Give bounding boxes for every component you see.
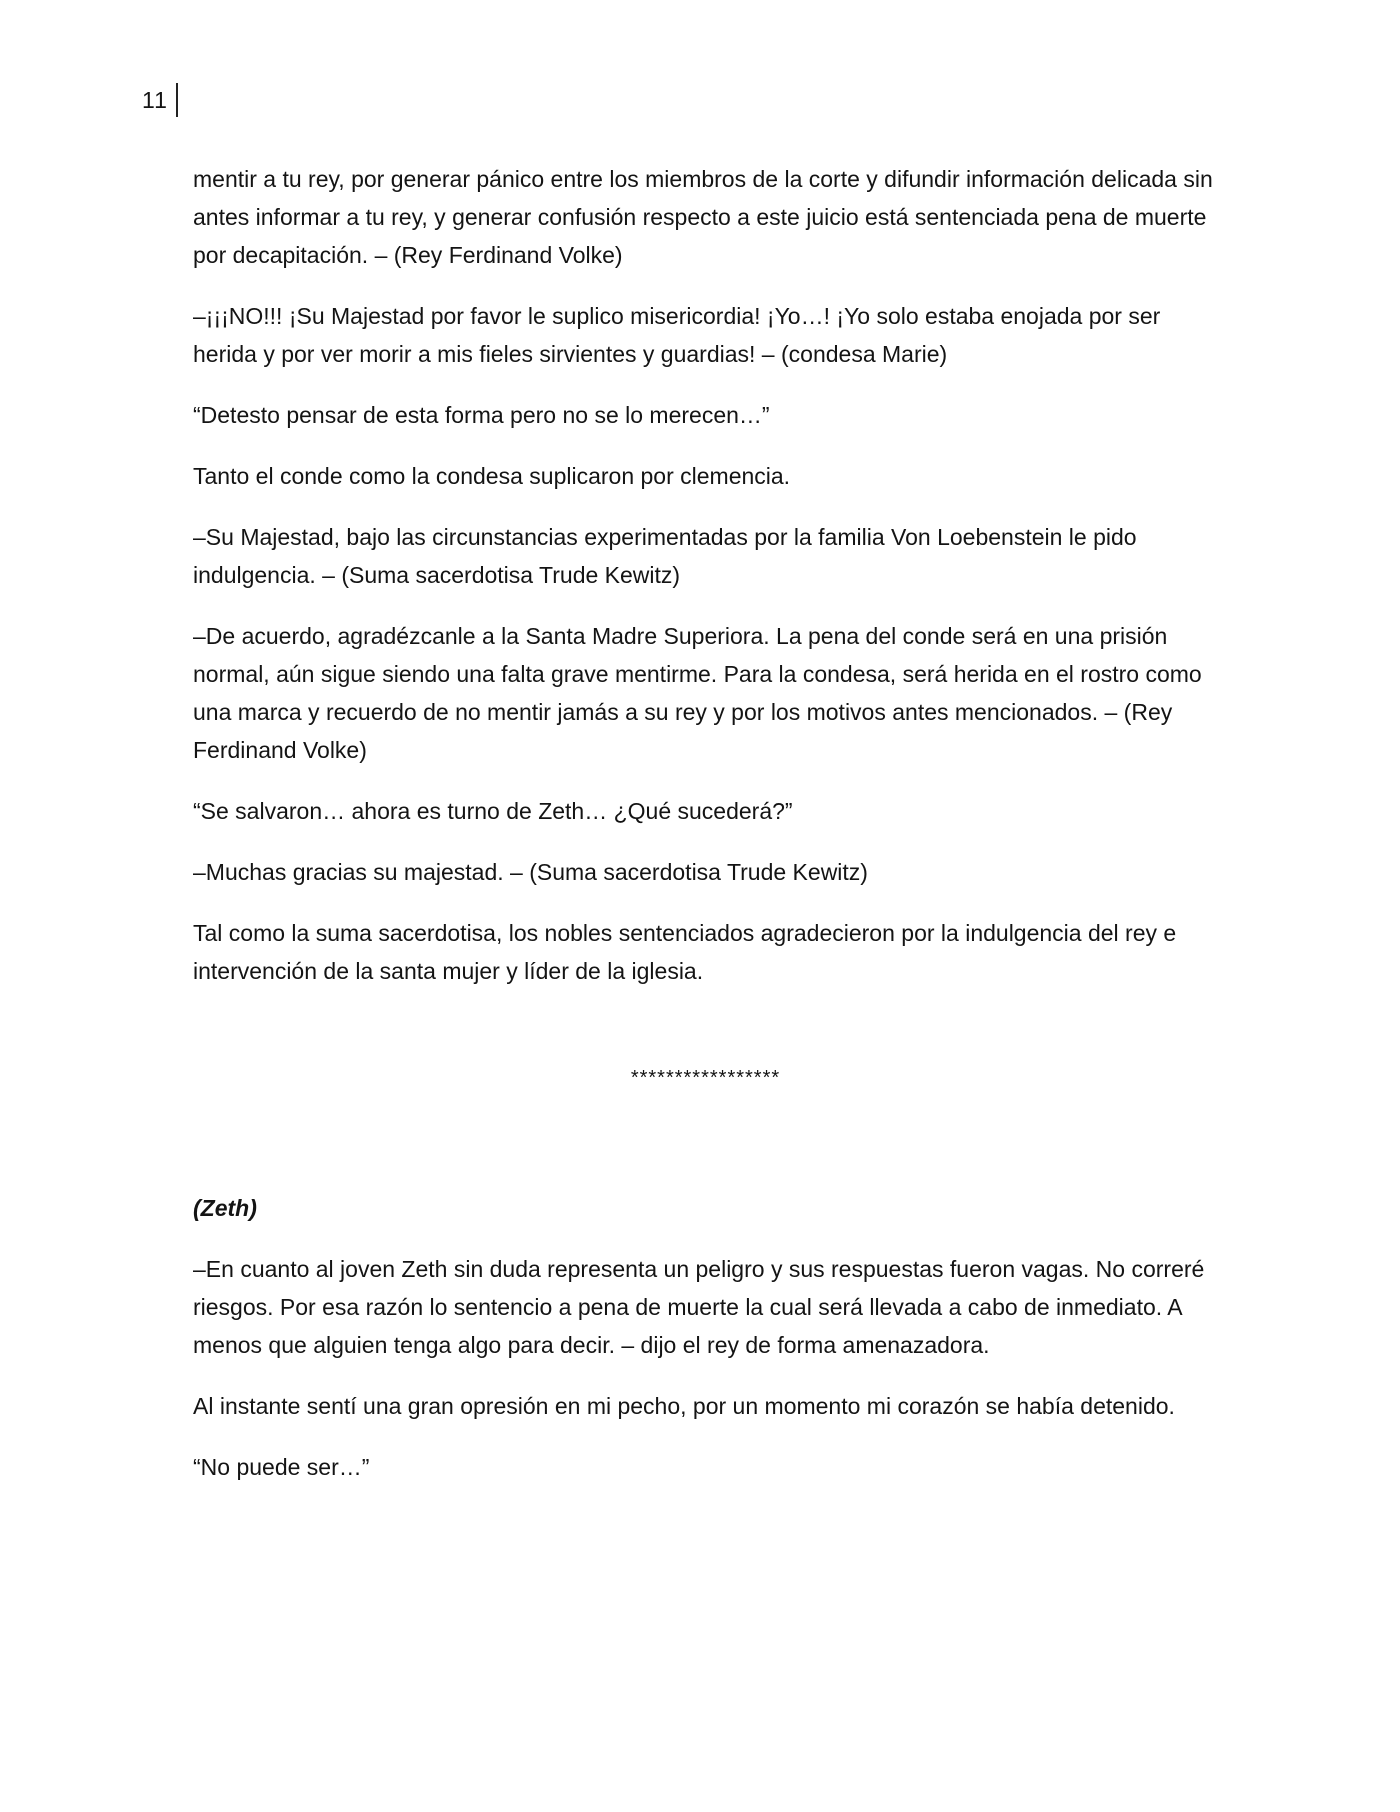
paragraph: –De acuerdo, agradézcanle a la Santa Madre Superiora. La pena del conde será en una prisión normal, aún sigue siendo una falta grave mentirme. Para la condesa, será herida en el rostro como una marca y recuerdo de no mentir jamás a su rey y por los motivos antes mencionados. – (Rey Ferdinand Volke) — [193, 623, 1202, 763]
paragraph: “Detesto pensar de esta forma pero no se lo merecen…” — [193, 402, 770, 428]
paragraph: –Muchas gracias su majestad. – (Suma sacerdotisa Trude Kewitz) — [193, 859, 868, 885]
paragraph: –En cuanto al joven Zeth sin duda representa un peligro y sus respuestas fueron vagas. No correré riesgos. Por esa razón lo sentencio a pena de muerte la cual será llevada a cabo de inmediato. A menos que alguien tenga algo para decir. – dijo el rey de forma amenazadora. — [193, 1256, 1205, 1358]
paragraph: “Se salvaron… ahora es turno de Zeth… ¿Qué sucederá?” — [193, 798, 793, 824]
paragraph: –¡¡¡NO!!! ¡Su Majestad por favor le suplico misericordia! ¡Yo…! ¡Yo solo estaba enojada por ser herida y por ver morir a mis fieles sirvientes y guardias! – (condesa Marie) — [193, 303, 1161, 367]
header-divider — [176, 83, 178, 117]
page-number: 11 — [142, 87, 168, 113]
paragraph: –Su Majestad, bajo las circunstancias experimentadas por la familia Von Loebenstein le pido indulgencia. – (Suma sacerdotisa Trude Kewitz) — [193, 524, 1137, 588]
scene-separator: ***************** — [630, 1067, 781, 1089]
paragraph: Tanto el conde como la condesa suplicaron por clemencia. — [193, 463, 791, 489]
paragraph: Al instante sentí una gran opresión en mi pecho, por un momento mi corazón se había detenido. — [193, 1393, 1175, 1419]
paragraph: Tal como la suma sacerdotisa, los nobles sentenciados agradecieron por la indulgencia del rey e intervención de la santa mujer y líder de la iglesia. — [193, 920, 1177, 984]
paragraph: mentir a tu rey, por generar pánico entre los miembros de la corte y difundir información delicada sin antes informar a tu rey, y generar confusión respecto a este juicio está sentenciada pena de muerte por decapitación. – (Rey Ferdinand Volke) — [193, 166, 1213, 268]
section-heading: (Zeth) — [193, 1195, 257, 1221]
page-header — [142, 82, 178, 118]
document-body — [193, 160, 1218, 1509]
paragraph: “No puede ser…” — [193, 1454, 370, 1480]
